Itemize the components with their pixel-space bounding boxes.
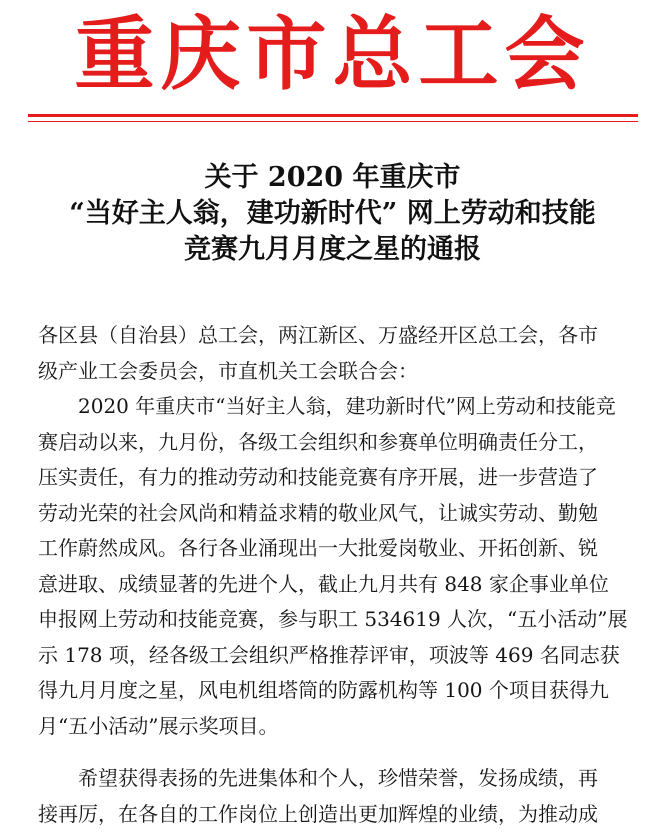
title-line-3: 竞赛九月月度之星的通报	[184, 234, 481, 265]
title-line-1: 关于 2020 年重庆市	[204, 162, 461, 193]
title-line-2: “当好主人翁，建功新时代” 网上劳动和技能	[69, 198, 596, 229]
paragraph-line: 压实责任，有力的推动劳动和技能竞赛有序开展，进一步营造了	[38, 465, 598, 489]
paragraph-line: 申报网上劳动和技能竞赛，参与职工 534619 人次，“五小活动”展	[38, 607, 628, 631]
masthead-org-name: 重庆市总工会	[74, 7, 591, 101]
salutation-line: 各区县（自治县）总工会，两江新区、万盛经开区总工会，各市	[38, 323, 598, 347]
paragraph-line: 劳动光荣的社会风尚和精益求精的敬业风气，让诚实劳动、勤勉	[38, 500, 598, 525]
paragraph-line: 工作蔚然成风。各行各业涌现出一大批爱岗敬业、开拓创新、锐	[38, 536, 598, 560]
main-paragraph	[38, 389, 634, 744]
salutation-line: 级产业工会委员会，市直机关工会联合会：	[38, 358, 418, 383]
paragraph-line: 2020 年重庆市“当好主人翁，建功新时代”网上劳动和技能竞	[78, 394, 616, 418]
paragraph-line: 意进取、成绩显著的先进个人，截止九月共有 848 家企事业单位	[38, 571, 609, 596]
paragraph-line: 示 178 项，经各级工会组织严格推荐评审，项波等 469 名同志获	[38, 642, 620, 667]
salutation-paragraph	[38, 318, 634, 389]
paragraph-line: 赛启动以来，九月份，各级工会组织和参赛单位明确责任分工，	[38, 429, 598, 454]
masthead-rule-thick	[28, 114, 638, 117]
masthead-rule-thin	[28, 121, 638, 122]
paragraph-gap	[38, 744, 634, 761]
document-title	[0, 160, 665, 268]
paragraph-line: 希望获得表扬的先进集体和个人，珍惜荣誉，发扬成绩，再	[78, 766, 598, 790]
paragraph-line: 月“五小活动”展示奖项目。	[38, 713, 279, 738]
paragraph-line: 接再厉，在各自的工作岗位上创造出更加辉煌的业绩，为推动成	[38, 801, 598, 826]
document-body	[38, 318, 634, 832]
closing-paragraph	[38, 761, 634, 832]
paragraph-line: 得九月月度之星，风电机组塔筒的防露机构等 100 个项目获得九	[38, 678, 609, 702]
